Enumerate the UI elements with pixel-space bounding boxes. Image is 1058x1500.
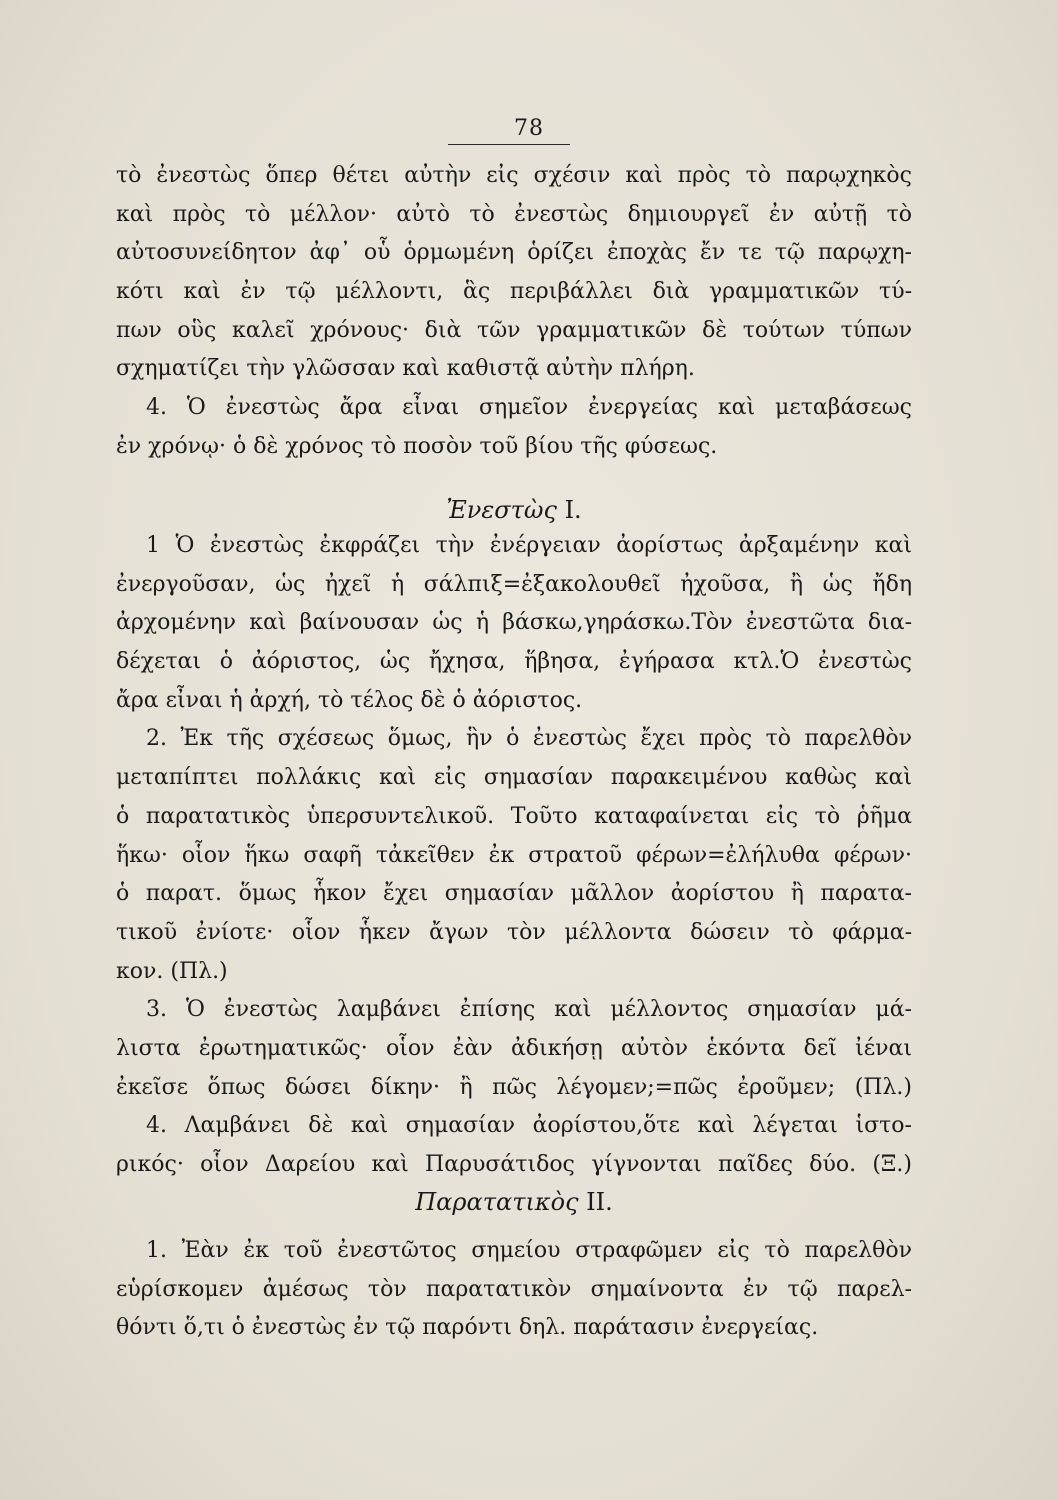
page-number-rule bbox=[448, 144, 570, 145]
text-line: 1 Ὁ ἐνεστὼς ἐκφράζει τὴν ἐνέργειαν ἀορίστως ἀρξαμένην καὶ bbox=[146, 533, 912, 558]
text-line: ρικός· οἷον Δαρείου καὶ Παρυσάτιδος γίγνονται παῖδες δύο. (Ξ.) bbox=[116, 1152, 912, 1177]
heading-numeral: II. bbox=[586, 1188, 613, 1216]
text-line: δέχεται ὁ ἀόριστος, ὡς ἤχησα, ἥβησα, ἐγήρασα κτλ.Ὁ ἐνεστὼς bbox=[116, 649, 912, 675]
text-line: 4. Λαμβάνει δὲ καὶ σημασίαν ἀορίστου,ὅτε καὶ λέγεται ἱστο- bbox=[146, 1113, 912, 1139]
text-line: 2. Ἐκ τῆς σχέσεως ὅμως, ἣν ὁ ἐνεστὼς ἔχει πρὸς τὸ παρελθὸν bbox=[146, 726, 912, 752]
text-line: λιστα ἐρωτηματικῶς· οἷον ἐὰν ἀδικήσῃ αὐτὸν ἑκόντα δεῖ ἰέναι bbox=[116, 1035, 912, 1061]
text-line: τικοῦ ἐνίοτε· οἷον ἧκεν ἄγων τὸν μέλλοντα δώσειν τὸ φάρμα- bbox=[116, 919, 912, 945]
text-line: ἐν χρόνῳ· ὁ δὲ χρόνος τὸ ποσὸν τοῦ βίου τῆς φύσεως. bbox=[116, 433, 718, 459]
text-line: ἐκεῖσε ὅπως δώσει δίκην· ἢ πῶς λέγομεν;=πῶς ἐροῦμεν; (Πλ.) bbox=[116, 1074, 912, 1100]
paragraph-block-b bbox=[116, 527, 912, 1185]
text-line: μεταπίπτει πολλάκις καὶ εἰς σημασίαν παρακειμένου καθὼς καὶ bbox=[116, 765, 912, 791]
text-line: τὸ ἐνεστὼς ὅπερ θέτει αὐτὴν εἰς σχέσιν καὶ πρὸς τὸ παρῳχηκὸς bbox=[116, 163, 912, 188]
text-line: ἄρα εἶναι ἡ ἀρχή, τὸ τέλος δὲ ὁ ἀόριστος. bbox=[116, 687, 583, 713]
text-line: ὁ παρατ. ὅμως ἧκον ἔχει σημασίαν μᾶλλον ἀορίστου ἢ παρατα- bbox=[116, 881, 912, 907]
text-line: καὶ πρὸς τὸ μέλλον· αὐτὸ τὸ ἐνεστὼς δημιουργεῖ ἐν αὐτῇ τὸ bbox=[116, 201, 912, 227]
text-line: θόντι ὅ,τι ὁ ἐνεστὼς ἐν τῷ παρόντι δηλ. παράτασιν ἐνεργείας. bbox=[116, 1315, 819, 1341]
text-line: 1. Ἐὰν ἐκ τοῦ ἐνεστῶτος σημείου στραφῶμεν εἰς τὸ παρελθὸν bbox=[146, 1238, 912, 1263]
text-line: κότι καὶ ἐν τῷ μέλλοντι, ἃς περιβάλλει διὰ γραμματικῶν τύ- bbox=[116, 279, 912, 305]
text-line: 3. Ὁ ἐνεστὼς λαμβάνει ἐπίσης καὶ μέλλοντος σημασίαν μά- bbox=[146, 997, 912, 1023]
text-line: ὁ παρατατικὸς ὑπερσυντελικοῦ. Τοῦτο καταφαίνεται εἰς τὸ ῥῆμα bbox=[116, 803, 912, 829]
heading-title: Ἐνεστὼς bbox=[446, 496, 557, 524]
text-line: αὐτοσυνείδητον ἀφ᾽ οὗ ὁρμωμένη ὁρίζει ἐποχὰς ἔν τε τῷ παρῳχη- bbox=[116, 240, 912, 266]
section-heading-2 bbox=[116, 1174, 912, 1230]
text-line: ἀρχομένην καὶ βαίνουσαν ὡς ἡ βάσκω,γηράσκω.Τὸν ἐνεστῶτα δια- bbox=[116, 610, 912, 636]
text-line: πων οὓς καλεῖ χρόνους· διὰ τῶν γραμματικῶν δὲ τούτων τύπων bbox=[116, 317, 912, 343]
text-line: σχηματίζει τὴν γλῶσσαν καὶ καθιστᾷ αὐτὴν πλήρη. bbox=[116, 356, 695, 382]
text-line: ἥκω· οἷον ἥκω σαφῆ τἀκεῖθεν ἐκ στρατοῦ φέρων=ἐλήλυθα φέρων· bbox=[116, 842, 912, 868]
paragraph-block-a bbox=[116, 157, 912, 467]
text-line: εὑρίσκομεν ἀμέσως τὸν παρατατικὸν σημαίνοντα ἐν τῷ παρελ- bbox=[116, 1276, 912, 1302]
heading-title: Παρατατικὸς bbox=[415, 1188, 579, 1216]
paragraph-block-c bbox=[116, 1232, 912, 1348]
page-number: 78 bbox=[514, 116, 544, 141]
text-line: 4. Ὁ ἐνεστὼς ἄρα εἶναι σημεῖον ἐνεργείας καὶ μεταβάσεως bbox=[146, 395, 912, 421]
heading-numeral: I. bbox=[564, 496, 582, 524]
text-line: ἐνεργοῦσαν, ὡς ἠχεῖ ἡ σάλπιξ=ἐξακολουθεῖ ἠχοῦσα, ἢ ὡς ἤδη bbox=[116, 571, 912, 597]
text-line: κον. (Πλ.) bbox=[116, 958, 228, 984]
